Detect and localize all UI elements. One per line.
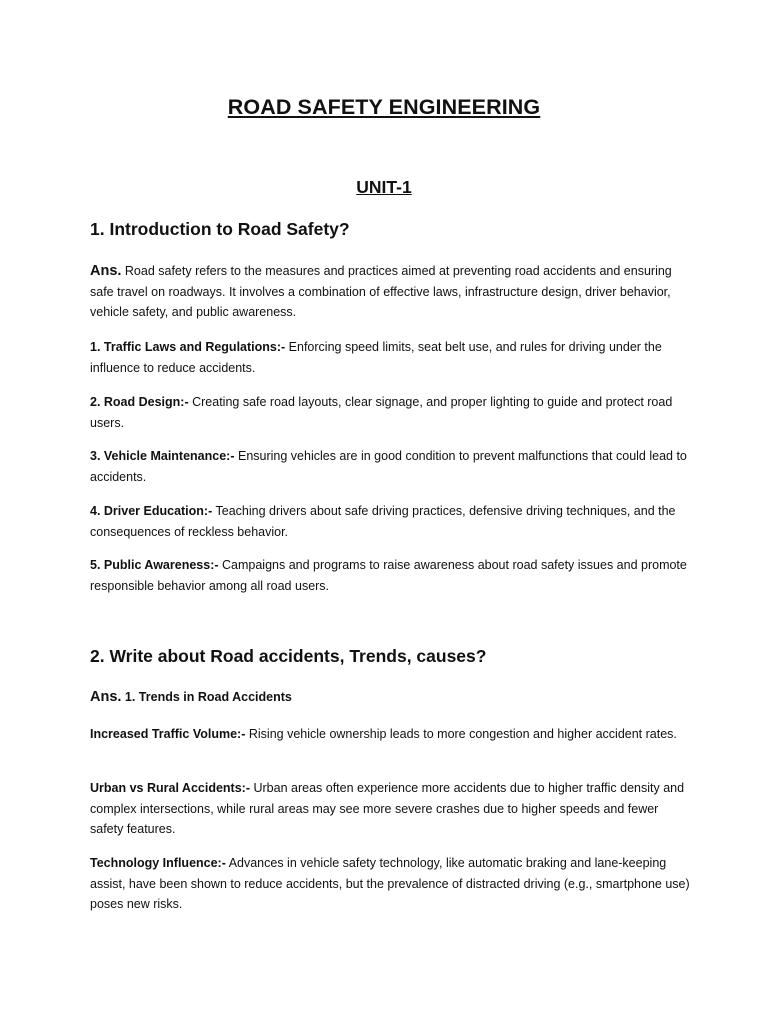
point-term: 4. Driver Education:- (90, 504, 213, 518)
question-1-answer-intro (90, 261, 690, 323)
question-1-heading: 1. Introduction to Road Safety? (90, 219, 350, 239)
answer-label: Ans. (90, 689, 122, 705)
point-term: 2. Road Design:- (90, 395, 189, 409)
q2-point-3 (90, 853, 690, 915)
point-text: Teaching drivers about safe driving practices, defensive driving techniques, and the consequences of reckless behavior. (90, 504, 676, 539)
point-text: Enforcing speed limits, seat belt use, and rules for driving under the influence to reduce accidents. (90, 340, 662, 375)
unit-title: UNIT-1 (356, 177, 412, 197)
point-term: 3. Vehicle Maintenance:- (90, 449, 235, 463)
q1-point-5 (90, 555, 690, 596)
answer-sub-heading: 1. Trends in Road Accidents (124, 690, 292, 704)
q2-point-1 (90, 724, 690, 745)
q1-point-3 (90, 446, 690, 487)
point-text: Campaigns and programs to raise awareness about road safety issues and promote responsible behavior among all road users. (90, 558, 687, 593)
q2-point-2 (90, 778, 690, 840)
point-text: Ensuring vehicles are in good condition to prevent malfunctions that could lead to accidents. (90, 449, 687, 484)
question-2-heading: 2. Write about Road accidents, Trends, causes? (90, 646, 487, 666)
q1-point-1 (90, 337, 690, 378)
point-term: Technology Influence:- (90, 856, 226, 870)
answer-intro-text: Road safety refers to the measures and practices aimed at preventing road accidents and ensuring safe travel on roadways. It involves a combination of effective laws, infrastructure design, driver behavior, vehicle safety, and public awareness. (90, 264, 672, 319)
q1-point-4 (90, 501, 690, 542)
point-term: 1. Traffic Laws and Regulations:- (90, 340, 286, 354)
point-text: Rising vehicle ownership leads to more congestion and higher accident rates. (248, 727, 677, 741)
point-text: Urban areas often experience more accidents due to higher traffic density and complex intersections, while rural areas may see more severe crashes due to higher speeds and fewer safety features. (90, 781, 685, 836)
point-term: 5. Public Awareness:- (90, 558, 219, 572)
point-term: Increased Traffic Volume:- (90, 727, 246, 741)
answer-label: Ans. (90, 263, 122, 279)
point-text: Creating safe road layouts, clear signage, and proper lighting to guide and protect road users. (90, 395, 673, 430)
question-2-answer-intro (90, 687, 690, 708)
point-term: Urban vs Rural Accidents:- (90, 781, 250, 795)
q1-point-2 (90, 392, 690, 433)
point-text: Advances in vehicle safety technology, like automatic braking and lane-keeping assist, have been shown to reduce accidents, but the prevalence of distracted driving (e.g., smartphone use) poses new risks. (90, 856, 690, 911)
document-title: ROAD SAFETY ENGINEERING (227, 95, 541, 119)
